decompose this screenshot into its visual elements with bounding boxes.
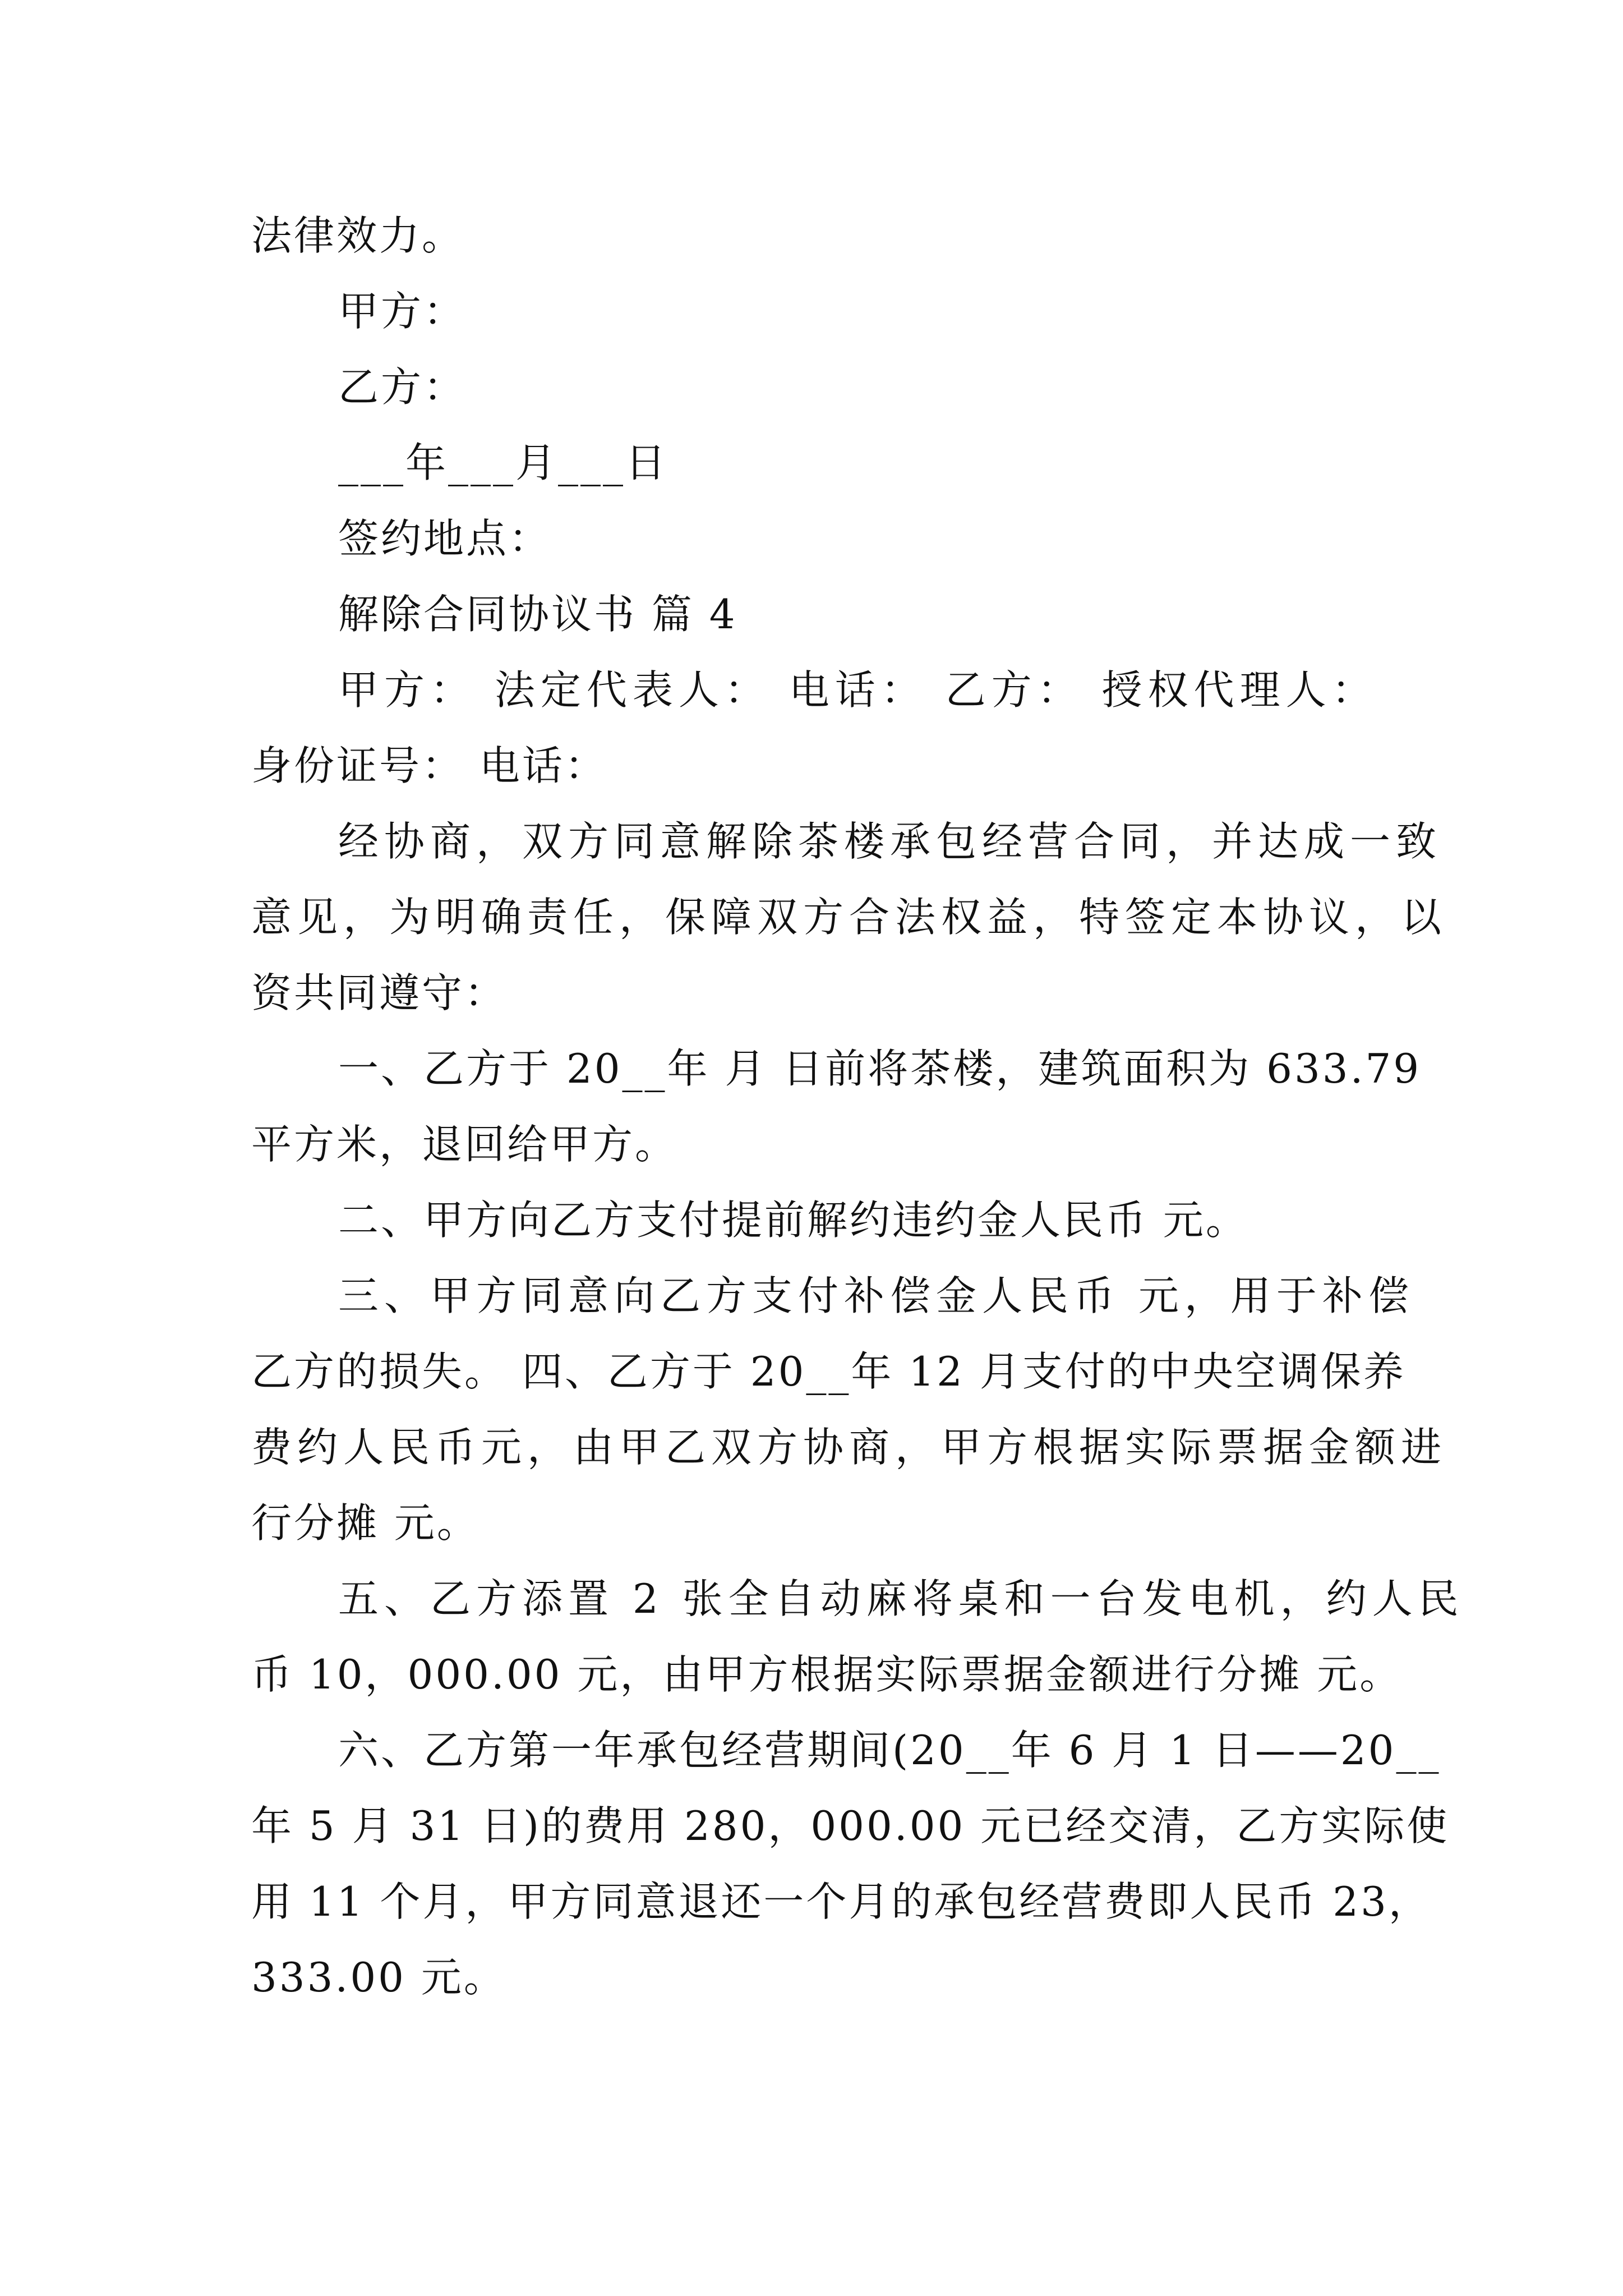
text-line: 资共同遵守：	[251, 969, 508, 1016]
text-line: 甲方： 法定代表人： 电话： 乙方： 授权代理人：	[338, 666, 1378, 714]
section-heading: 解除合同协议书 篇 4	[338, 591, 737, 638]
text-line: 签约地点：	[338, 515, 552, 562]
text-line: 二、甲方向乙方支付提前解约违约金人民币 元。	[338, 1197, 1248, 1244]
text-line: 乙方：	[338, 364, 467, 411]
text-line: 乙方的损失。 四、乙方于 20__年 12 月支付的中央空调保养	[251, 1348, 1406, 1395]
text-line: 经协商，双方同意解除茶楼承包经营合同，并达成一致	[338, 818, 1442, 865]
text-line: 费约人民币元，由甲乙双方协商，甲方根据实际票据金额进	[251, 1424, 1447, 1471]
text-line: 行分摊 元。	[251, 1499, 479, 1547]
text-line: 身份证号： 电话：	[251, 742, 607, 789]
text-line: 三、甲方同意向乙方支付补偿金人民币 元，用于补偿	[338, 1272, 1414, 1319]
text-line: 六、乙方第一年承包经营期间(20__年 6 月 1 日——20__	[338, 1727, 1441, 1774]
text-line: 甲方：	[338, 288, 467, 335]
text-line: 年 5 月 31 日)的费用 280，000.00 元已经交清，乙方实际使	[251, 1802, 1450, 1849]
text-line: ___年___月___日	[338, 439, 668, 486]
text-line: 法律效力。	[251, 212, 465, 259]
text-line: 五、乙方添置 2 张全自动麻将桌和一台发电机，约人民	[338, 1575, 1464, 1622]
text-line: 平方米，退回给甲方。	[251, 1121, 678, 1168]
text-line: 一、乙方于 20__年 月 日前将茶楼，建筑面积为 633.79	[338, 1045, 1422, 1092]
text-line: 333.00 元。	[251, 1954, 506, 2001]
text-line: 用 11 个月，甲方同意退还一个月的承包经营费即人民币 23，	[251, 1878, 1431, 1925]
text-line: 意见，为明确责任，保障双方合法权益，特签定本协议，以	[251, 894, 1447, 941]
text-line: 币 10，000.00 元，由甲方根据实际票据金额进行分摊 元。	[251, 1651, 1403, 1698]
